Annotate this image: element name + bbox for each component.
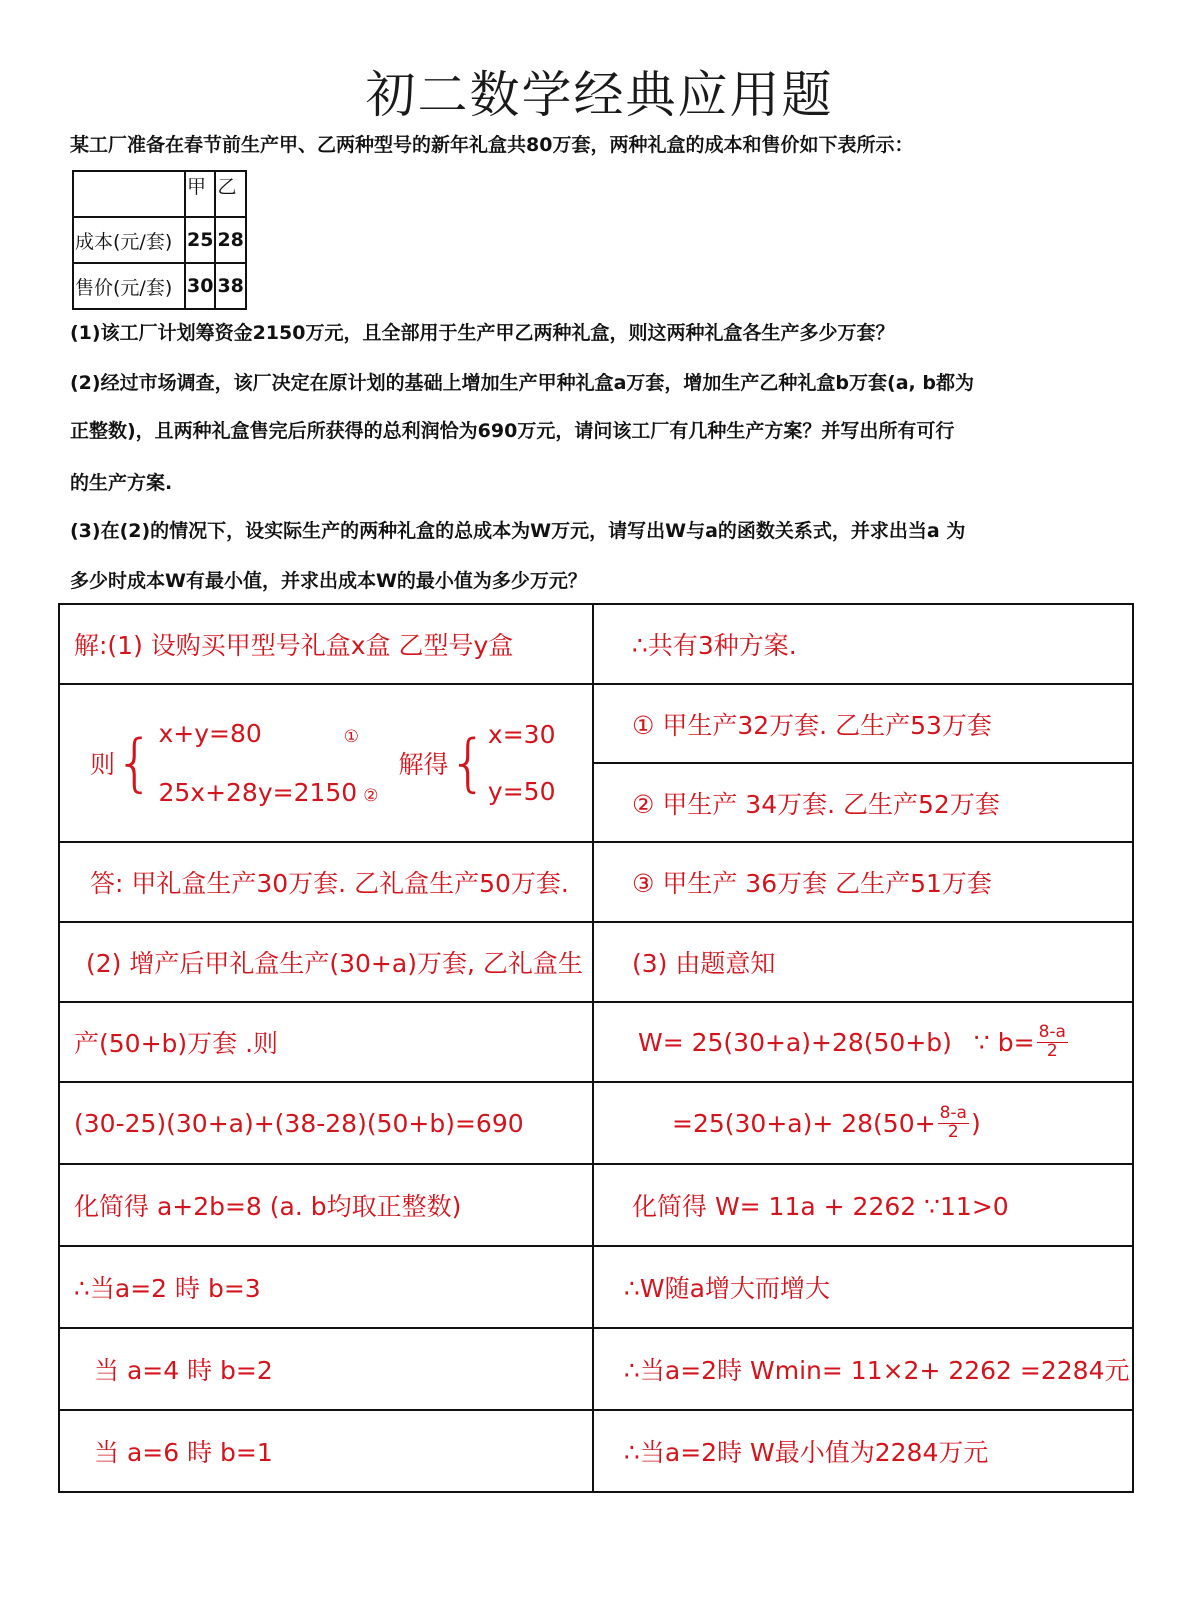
question-3-line-1: (3)在(2)的情况下，设实际生产的两种礼盒的总成本为W万元，请写出W与a的函数关系式，并求出当a 为 xyxy=(70,520,966,542)
equation-2: 25x+28y=2150 xyxy=(158,778,358,807)
question-3-line-2: 多少时成本W有最小值，并求出成本W的最小值为多少万元？ xyxy=(70,570,587,592)
equations xyxy=(158,719,384,807)
row-label: 售价(元/套) xyxy=(73,263,185,309)
cost-yi: 28 xyxy=(215,217,245,263)
w-substitution: =25(30+a)+ 28(50+ xyxy=(672,1108,936,1138)
solution-left-cell: 当 a=6 時 b=1 xyxy=(60,1411,594,1491)
row-label: 成本(元/套) xyxy=(73,217,185,263)
page-title: 初二数学经典应用题 xyxy=(365,66,834,124)
solution-left-cell: 化简得 a+2b=8 (a. b均取正整数) xyxy=(60,1165,594,1245)
header-yi: 乙 xyxy=(215,171,245,217)
question-1: (1)该工厂计划筹资金2150万元，且全部用于生产甲乙两种礼盒，则这两种礼盒各生产多少万套？ xyxy=(70,322,895,344)
equation-system-cell xyxy=(60,685,594,841)
solution-row xyxy=(60,1245,1132,1327)
equation-2-marker: ② xyxy=(363,786,379,806)
solution-right-cell: ③ 甲生产 36万套 乙生产51万套 xyxy=(632,869,992,898)
solution-row xyxy=(60,841,1132,921)
solution-right-cell: (3) 由题意知 xyxy=(632,949,776,978)
header-jia: 甲 xyxy=(185,171,215,217)
question-2-line-2: 正整数)，且两种礼盒售完后所获得的总利润恰为690万元，请问该工厂有几种生产方案？并写出所有可行 xyxy=(70,420,955,442)
solution-row xyxy=(60,1081,1132,1163)
solution-grid xyxy=(58,603,1134,1493)
solution-right-cell: ① 甲生产32万套. 乙生产53万套 xyxy=(632,710,992,740)
problem-intro: 某工厂准备在春节前生产甲、乙两种型号的新年礼盒共80万套，两种礼盒的成本和售价如下表所示： xyxy=(70,134,914,156)
right-stack xyxy=(594,685,1132,841)
solution-left-cell: (2) 增产后甲礼盒生产(30+a)万套, 乙礼盒生 xyxy=(60,923,594,1001)
since-b: ∵ b= xyxy=(973,1027,1035,1057)
solution-row xyxy=(60,1327,1132,1409)
solution-right-cell: ∴W随a增大而增大 xyxy=(624,1274,830,1303)
price-table-header xyxy=(73,171,246,217)
solution-right-cell: ∴当a=2時 Wmin= 11×2+ 2262 =2284元 xyxy=(624,1356,1130,1385)
solution-left-cell: (30-25)(30+a)+(38-28)(50+b)=690 xyxy=(60,1083,594,1163)
solution-row xyxy=(60,921,1132,1001)
solution-right-cell: =25(30+a)+ 28(50+ $\frac{8-a}{2}$ ) xyxy=(672,1102,981,1142)
solution-row-system xyxy=(60,683,1132,841)
solution-right-cell: ∴共有3种方案. xyxy=(632,631,797,660)
solution-row xyxy=(60,1163,1132,1245)
header-blank xyxy=(73,171,185,217)
cost-jia: 25 xyxy=(185,217,215,263)
solution-row xyxy=(60,605,1132,683)
solution-left-cell: 当 a=4 時 b=2 xyxy=(60,1329,594,1409)
table-row-price xyxy=(73,263,246,309)
equation-1: x+y=80 xyxy=(158,719,262,748)
left-brace-icon: { xyxy=(115,726,155,799)
question-2-line-3: 的生产方案. xyxy=(70,472,173,494)
fraction: $\frac{8-a}{2}$ xyxy=(939,1102,967,1142)
table-row-cost xyxy=(73,217,246,263)
fraction: $\frac{8-a}{2}$ xyxy=(1038,1021,1066,1061)
solution-right-cell: ∴当a=2時 W最小值为2284万元 xyxy=(624,1438,989,1467)
solution-row xyxy=(60,1001,1132,1081)
then-label: 则 xyxy=(90,750,116,779)
price-table xyxy=(72,170,247,310)
solution-right-cell: 化简得 W= 11a + 2262 ∵11>0 xyxy=(632,1192,1009,1221)
solution-left-cell: 解:(1) 设购买甲型号礼盒x盒 乙型号y盒 xyxy=(60,605,594,683)
solution-x: x=30 xyxy=(487,720,556,749)
solution-right-cell: ② 甲生产 34万套. 乙生产52万套 xyxy=(594,762,1132,841)
solutions xyxy=(488,720,556,806)
solve-label: 解得 xyxy=(398,750,449,779)
solution-left-cell: ∴当a=2 時 b=3 xyxy=(60,1247,594,1327)
price-jia: 30 xyxy=(185,263,215,309)
solution-left-cell: 答: 甲礼盒生产30万套. 乙礼盒生产50万套. xyxy=(60,843,594,921)
w-expression: W= 25(30+a)+28(50+b) xyxy=(638,1027,952,1057)
solution-row xyxy=(60,1409,1132,1491)
solution-y: y=50 xyxy=(487,777,556,806)
solution-left-cell: 产(50+b)万套 .则 xyxy=(60,1003,594,1081)
equation-1-marker: ① xyxy=(343,727,360,747)
question-2-line-1: (2)经过市场调查，该厂决定在原计划的基础上增加生产甲种礼盒a万套，增加生产乙种礼盒b万套(a, b都为 xyxy=(70,372,974,394)
solution-right-cell xyxy=(594,1003,1132,1081)
left-brace-icon: { xyxy=(448,726,488,799)
price-yi: 38 xyxy=(215,263,245,309)
